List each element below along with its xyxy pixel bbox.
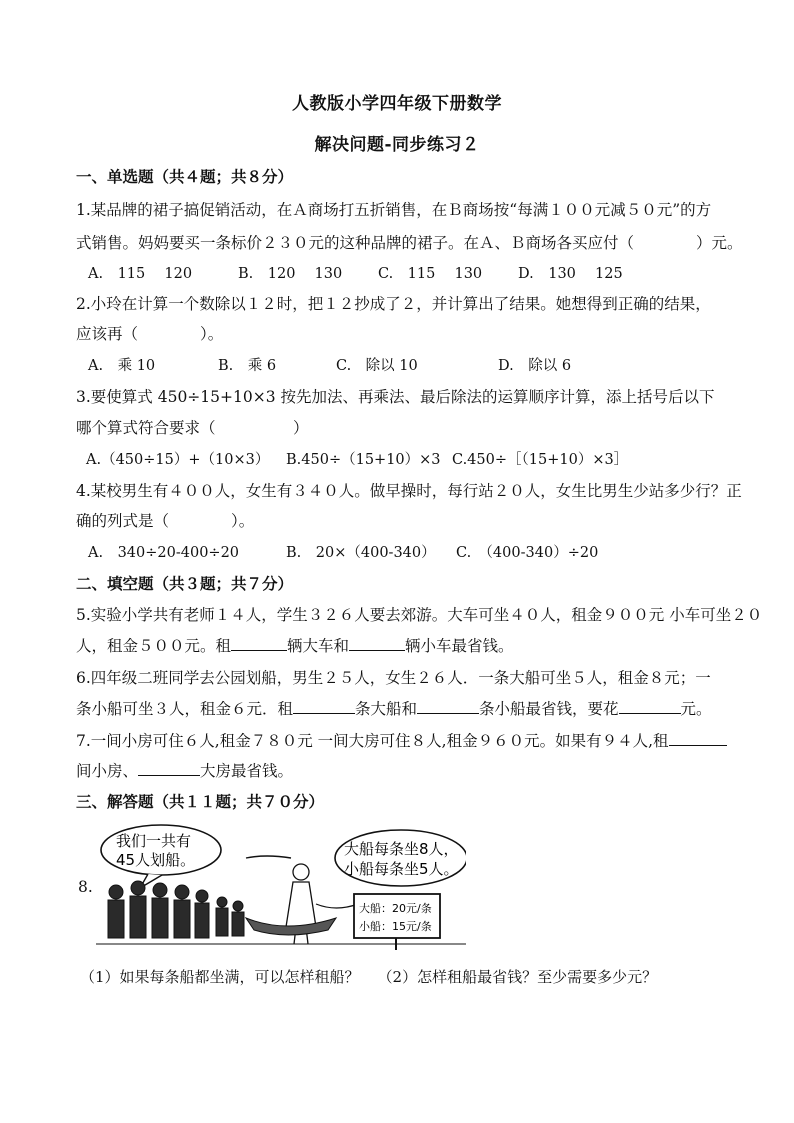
question-8-subquestions: [80, 966, 657, 987]
question-7-text-c: 大房最省钱。: [200, 762, 294, 780]
section-heading-fill-blank: 二、填空题（共３题；共７分）: [76, 575, 294, 593]
question-5-blank-small-cars[interactable]: [349, 635, 405, 652]
question-6-line-1: 6.四年级二班同学去公园划船，男生２５人，女生２６人．一条大船可坐５人，租金８元；一: [76, 669, 711, 687]
question-2-option-d[interactable]: D. 除以 6: [498, 358, 572, 374]
left-bubble-line-2: 45人划船。: [116, 851, 196, 869]
question-5-text-a: 人，租金５００元。租: [76, 637, 232, 655]
question-6-line-2: [76, 697, 712, 719]
question-6-blank-cost[interactable]: [619, 698, 681, 715]
question-5-text-c: 辆小车最省钱。: [405, 637, 514, 655]
question-3-line-2: 哪个算式符合要求（ ）: [76, 419, 309, 437]
question-2-option-a[interactable]: A. 乘 10: [88, 358, 156, 374]
question-7-line-2: [76, 759, 293, 781]
question-1-line-2: 式销售。妈妈要买一条标价２３０元的这种品牌的裙子。在Ａ、Ｂ商场各买应付（ ）元。: [76, 234, 743, 252]
question-6-text-d: 元。: [680, 700, 712, 718]
page-subtitle: 解决问题-同步练习２: [314, 135, 480, 155]
question-4-option-b[interactable]: B. 20×（400-340）: [286, 545, 436, 561]
question-6-blank-large-boats[interactable]: [293, 698, 355, 715]
question-8-number: 8.: [78, 878, 93, 896]
left-bubble-line-1: 我们一共有: [116, 832, 192, 850]
question-3-option-a[interactable]: A.（450÷15）+（10×3）: [86, 452, 270, 468]
question-7-text-a: 7.一间小房可住６人,租金７８０元 一间大房可住８人,租金９６０元。如果有９４人,租: [76, 732, 669, 750]
question-2-option-c[interactable]: C. 除以 10: [336, 358, 418, 374]
boat-distant: [316, 904, 358, 908]
question-6-text-b: 条大船和: [355, 700, 418, 718]
question-4-line-2: 确的列式是（ ）。: [76, 512, 255, 530]
question-5-blank-large-cars[interactable]: [231, 635, 287, 652]
question-1-option-c[interactable]: C. 115 130: [378, 266, 483, 282]
question-1-option-b[interactable]: B. 120 130: [238, 266, 343, 282]
cloud-line: [246, 856, 291, 858]
right-bubble-line-1: 大船每条坐8人，: [344, 840, 459, 858]
question-5-line-2: [76, 634, 514, 656]
question-5-text-b: 辆大车和: [287, 637, 350, 655]
question-7-blank-large-rooms[interactable]: [138, 760, 200, 777]
question-2-line-1: 2.小玲在计算一个数除以１２时，把１２抄成了２，并计算出了结果。她想得到正确的结果，: [76, 295, 711, 313]
section-heading-single-choice: 一、单选题（共４题；共８分）: [76, 168, 294, 186]
question-4-line-1: 4.某校男生有４００人，女生有３４０人。做早操时，每行站２０人，女生比男生少站多少行？正: [76, 482, 742, 500]
question-6-blank-small-boats[interactable]: [417, 698, 479, 715]
question-3-line-1: 3.要使算式 450÷15+10×3 按先加法、再乘法、最后除法的运算顺序计算，添上括号后以下: [76, 388, 715, 406]
section-heading-word-problems: 三、解答题（共１１题；共７０分）: [76, 793, 325, 811]
sign-line-1: 大船：20元/条: [359, 902, 432, 915]
question-3-option-c[interactable]: C.450÷［（15+10）×3］: [452, 452, 629, 468]
sign-line-2: 小船：15元/条: [359, 920, 432, 933]
question-3-option-b[interactable]: B.450÷（15+10）×3: [286, 452, 441, 468]
question-1-option-d[interactable]: D. 130 125: [518, 266, 623, 282]
question-2-line-2: 应该再（ ）。: [76, 325, 224, 343]
question-6-text-a: 条小船可坐３人，租金６元．租: [76, 700, 294, 718]
question-7-blank-small-rooms[interactable]: [669, 730, 727, 747]
question-7-text-b: 间小房、: [76, 762, 139, 780]
crowd-of-people: [108, 881, 244, 938]
question-7-line-1: [76, 729, 727, 751]
question-4-option-c[interactable]: C. （400-340）÷20: [456, 545, 599, 561]
question-1-line-1: 1.某品牌的裙子搞促销活动，在Ａ商场打五折销售，在Ｂ商场按“每满１００元减５０元”的方: [76, 201, 712, 219]
page-title: 人教版小学四年级下册数学: [292, 94, 502, 114]
boat-rental-illustration: [96, 822, 466, 952]
question-8-sub-1: （1）如果每条船都坐满，可以怎样租船？: [80, 968, 360, 986]
question-6-text-c: 条小船最省钱，要花: [479, 700, 619, 718]
question-2-option-b[interactable]: B. 乘 6: [218, 358, 277, 374]
right-bubble-line-2: 小船每条坐5人。: [344, 860, 459, 878]
question-1-option-a[interactable]: A. 115 120: [88, 266, 193, 282]
question-5-line-1: 5.实验小学共有老师１４人，学生３２６人要去郊游。大车可坐４０人，租金９００元 小车可坐２０: [76, 606, 763, 624]
question-4-option-a[interactable]: A. 340÷20-400÷20: [88, 545, 240, 561]
question-8-sub-2: （2）怎样租船最省钱？至少需要多少元？: [377, 968, 658, 986]
